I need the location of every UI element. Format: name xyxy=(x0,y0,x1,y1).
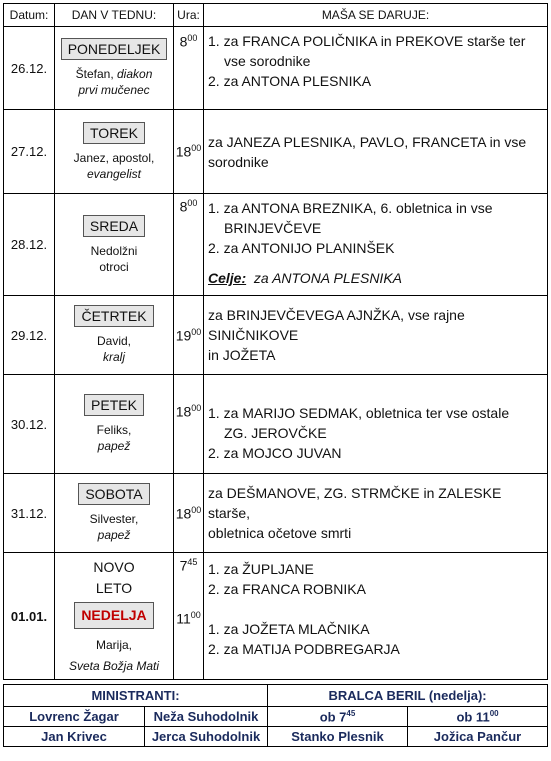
saint-title: kralj xyxy=(102,350,125,364)
row-date: 28.12. xyxy=(4,194,55,296)
row-time: $18^{00}$ xyxy=(174,110,204,194)
row-time: $8^{00}$ xyxy=(174,194,204,296)
mass-line: 2. za MOJCO JUVAN xyxy=(208,445,342,461)
saint-title: otroci xyxy=(99,259,129,274)
ministrants-readers-table xyxy=(3,684,548,747)
mass-line: 1. za ŽUPLJANE xyxy=(208,561,314,577)
saint-title: papež xyxy=(97,528,131,542)
celje-text: za ANTONA PLESNIKA xyxy=(253,270,402,286)
row-date: 30.12. xyxy=(4,375,55,474)
day-name-box: ČETRTEK xyxy=(74,305,153,327)
day-name-box: PETEK xyxy=(84,394,144,416)
saint-name: Janez, apostol, xyxy=(73,150,155,165)
mass-line: 2. za FRANCA ROBNIKA xyxy=(208,581,366,597)
bralca-title: BRALCA BERIL (nedelja): xyxy=(268,685,548,707)
reader-name: Jožica Pančur xyxy=(408,727,548,747)
row-date: 27.12. xyxy=(4,110,55,194)
row-date: 26.12. xyxy=(4,27,55,110)
row-masses xyxy=(204,474,548,553)
saint-name: David, xyxy=(96,334,131,348)
holiday-line: LETO xyxy=(95,579,133,596)
row-time: $18^{00}$ xyxy=(174,375,204,474)
row-masses xyxy=(204,27,548,110)
reader-time: ob $11^{00}$ xyxy=(408,707,548,727)
row-time: $18^{00}$ xyxy=(174,474,204,553)
mass-line: 1. za ANTONA BREZNIKA, 6. obletnica in vse xyxy=(208,200,493,216)
mass-line: 1. za JOŽETA MLAČNIKA xyxy=(208,621,370,637)
saint-title: evangelist xyxy=(86,166,142,181)
celje-line xyxy=(208,268,543,288)
mass-line: 1. za FRANCA POLIČNIKA in PREKOVE starše ter xyxy=(208,33,526,49)
mass-line: vse sorodnike xyxy=(224,53,311,69)
saint-title: papež xyxy=(97,439,131,453)
header-time: Ura: xyxy=(174,4,204,27)
mass-line: za BRINJEVČEVEGA AJNŽKA, vse rajne SINIČNIKOVE xyxy=(208,307,465,343)
saint-title: prvi mučenec xyxy=(78,83,150,97)
reader-time: ob $7^{45}$ xyxy=(268,707,408,727)
saint-title: Sveta Božja Mati xyxy=(68,658,160,673)
mass-line: ZG. JEROVČKE xyxy=(224,425,327,441)
mass-line: in JOŽETA xyxy=(208,347,276,363)
mass-line: obletnica očetove smrti xyxy=(208,525,352,541)
day-name-box: NEDELJA xyxy=(74,602,153,629)
header-masses: MAŠA SE DARUJE: xyxy=(204,4,548,27)
day-name-box: SOBOTA xyxy=(78,483,149,505)
celje-label: Celje: xyxy=(208,270,247,286)
schedule-row xyxy=(4,194,548,296)
mass-line: za DEŠMANOVE, ZG. STRMČKE in ZALESKE starše, xyxy=(208,485,502,521)
row-masses xyxy=(204,553,548,680)
row-time: $8^{00}$ xyxy=(174,27,204,110)
holiday-line: NOVO xyxy=(93,558,135,575)
mass-line: 1. za MARIJO SEDMAK, obletnica ter vse ostale xyxy=(208,405,510,421)
saint-name: Štefan, xyxy=(75,67,114,81)
schedule-row xyxy=(4,474,548,553)
row-date: 31.12. xyxy=(4,474,55,553)
mass-line: sorodnike xyxy=(208,153,269,170)
header-day: DAN V TEDNU: xyxy=(55,4,174,27)
header-date: Datum: xyxy=(4,4,55,27)
row-date: 01.01. xyxy=(4,553,55,680)
row-masses xyxy=(204,194,548,296)
row-masses xyxy=(204,375,548,474)
schedule-row xyxy=(4,553,548,680)
header-row xyxy=(4,4,548,27)
mass-line: BRINJEVČEVE xyxy=(224,220,322,236)
row-day xyxy=(55,553,174,680)
day-name-box: TOREK xyxy=(83,122,145,144)
row-day xyxy=(55,296,174,375)
schedule-row xyxy=(4,296,548,375)
saint-name: Nedolžni xyxy=(90,243,138,258)
row-day xyxy=(55,110,174,194)
ministrant-name: Neža Suhodolnik xyxy=(145,707,268,727)
saint-name: Silvester, xyxy=(89,512,139,526)
mass-line: za JANEZA PLESNIKA, PAVLO, FRANCETA in vse xyxy=(208,133,527,150)
row-day xyxy=(55,474,174,553)
ministrant-name: Jerca Suhodolnik xyxy=(145,727,268,747)
saint-name: Marija, xyxy=(95,637,132,652)
row-masses xyxy=(204,296,548,375)
day-name-box: SREDA xyxy=(83,215,145,237)
ministranti-title: MINISTRANTI: xyxy=(4,685,268,707)
row-day xyxy=(55,27,174,110)
schedule-row xyxy=(4,27,548,110)
schedule-row xyxy=(4,375,548,474)
mass-line: 2. za ANTONIJO PLANINŠEK xyxy=(208,240,395,256)
schedule-row xyxy=(4,110,548,194)
mass-line: 2. za ANTONA PLESNIKA xyxy=(208,73,372,89)
row-date: 29.12. xyxy=(4,296,55,375)
saint-title: diakon xyxy=(117,67,153,81)
mass-line: 2. za MATIJA PODBREGARJA xyxy=(208,641,400,657)
row-time: $7^{45}$ $11^{00}$ xyxy=(174,553,204,680)
ministrant-name: Lovrenc Žagar xyxy=(4,707,145,727)
row-day xyxy=(55,375,174,474)
row-time: $19^{00}$ xyxy=(174,296,204,375)
row-day xyxy=(55,194,174,296)
saint-name: Feliks, xyxy=(96,423,132,437)
mass-schedule-table xyxy=(3,3,548,680)
row-masses xyxy=(204,110,548,194)
day-name-box: PONEDELJEK xyxy=(61,38,168,60)
reader-name: Stanko Plesnik xyxy=(268,727,408,747)
ministrant-name: Jan Krivec xyxy=(4,727,145,747)
